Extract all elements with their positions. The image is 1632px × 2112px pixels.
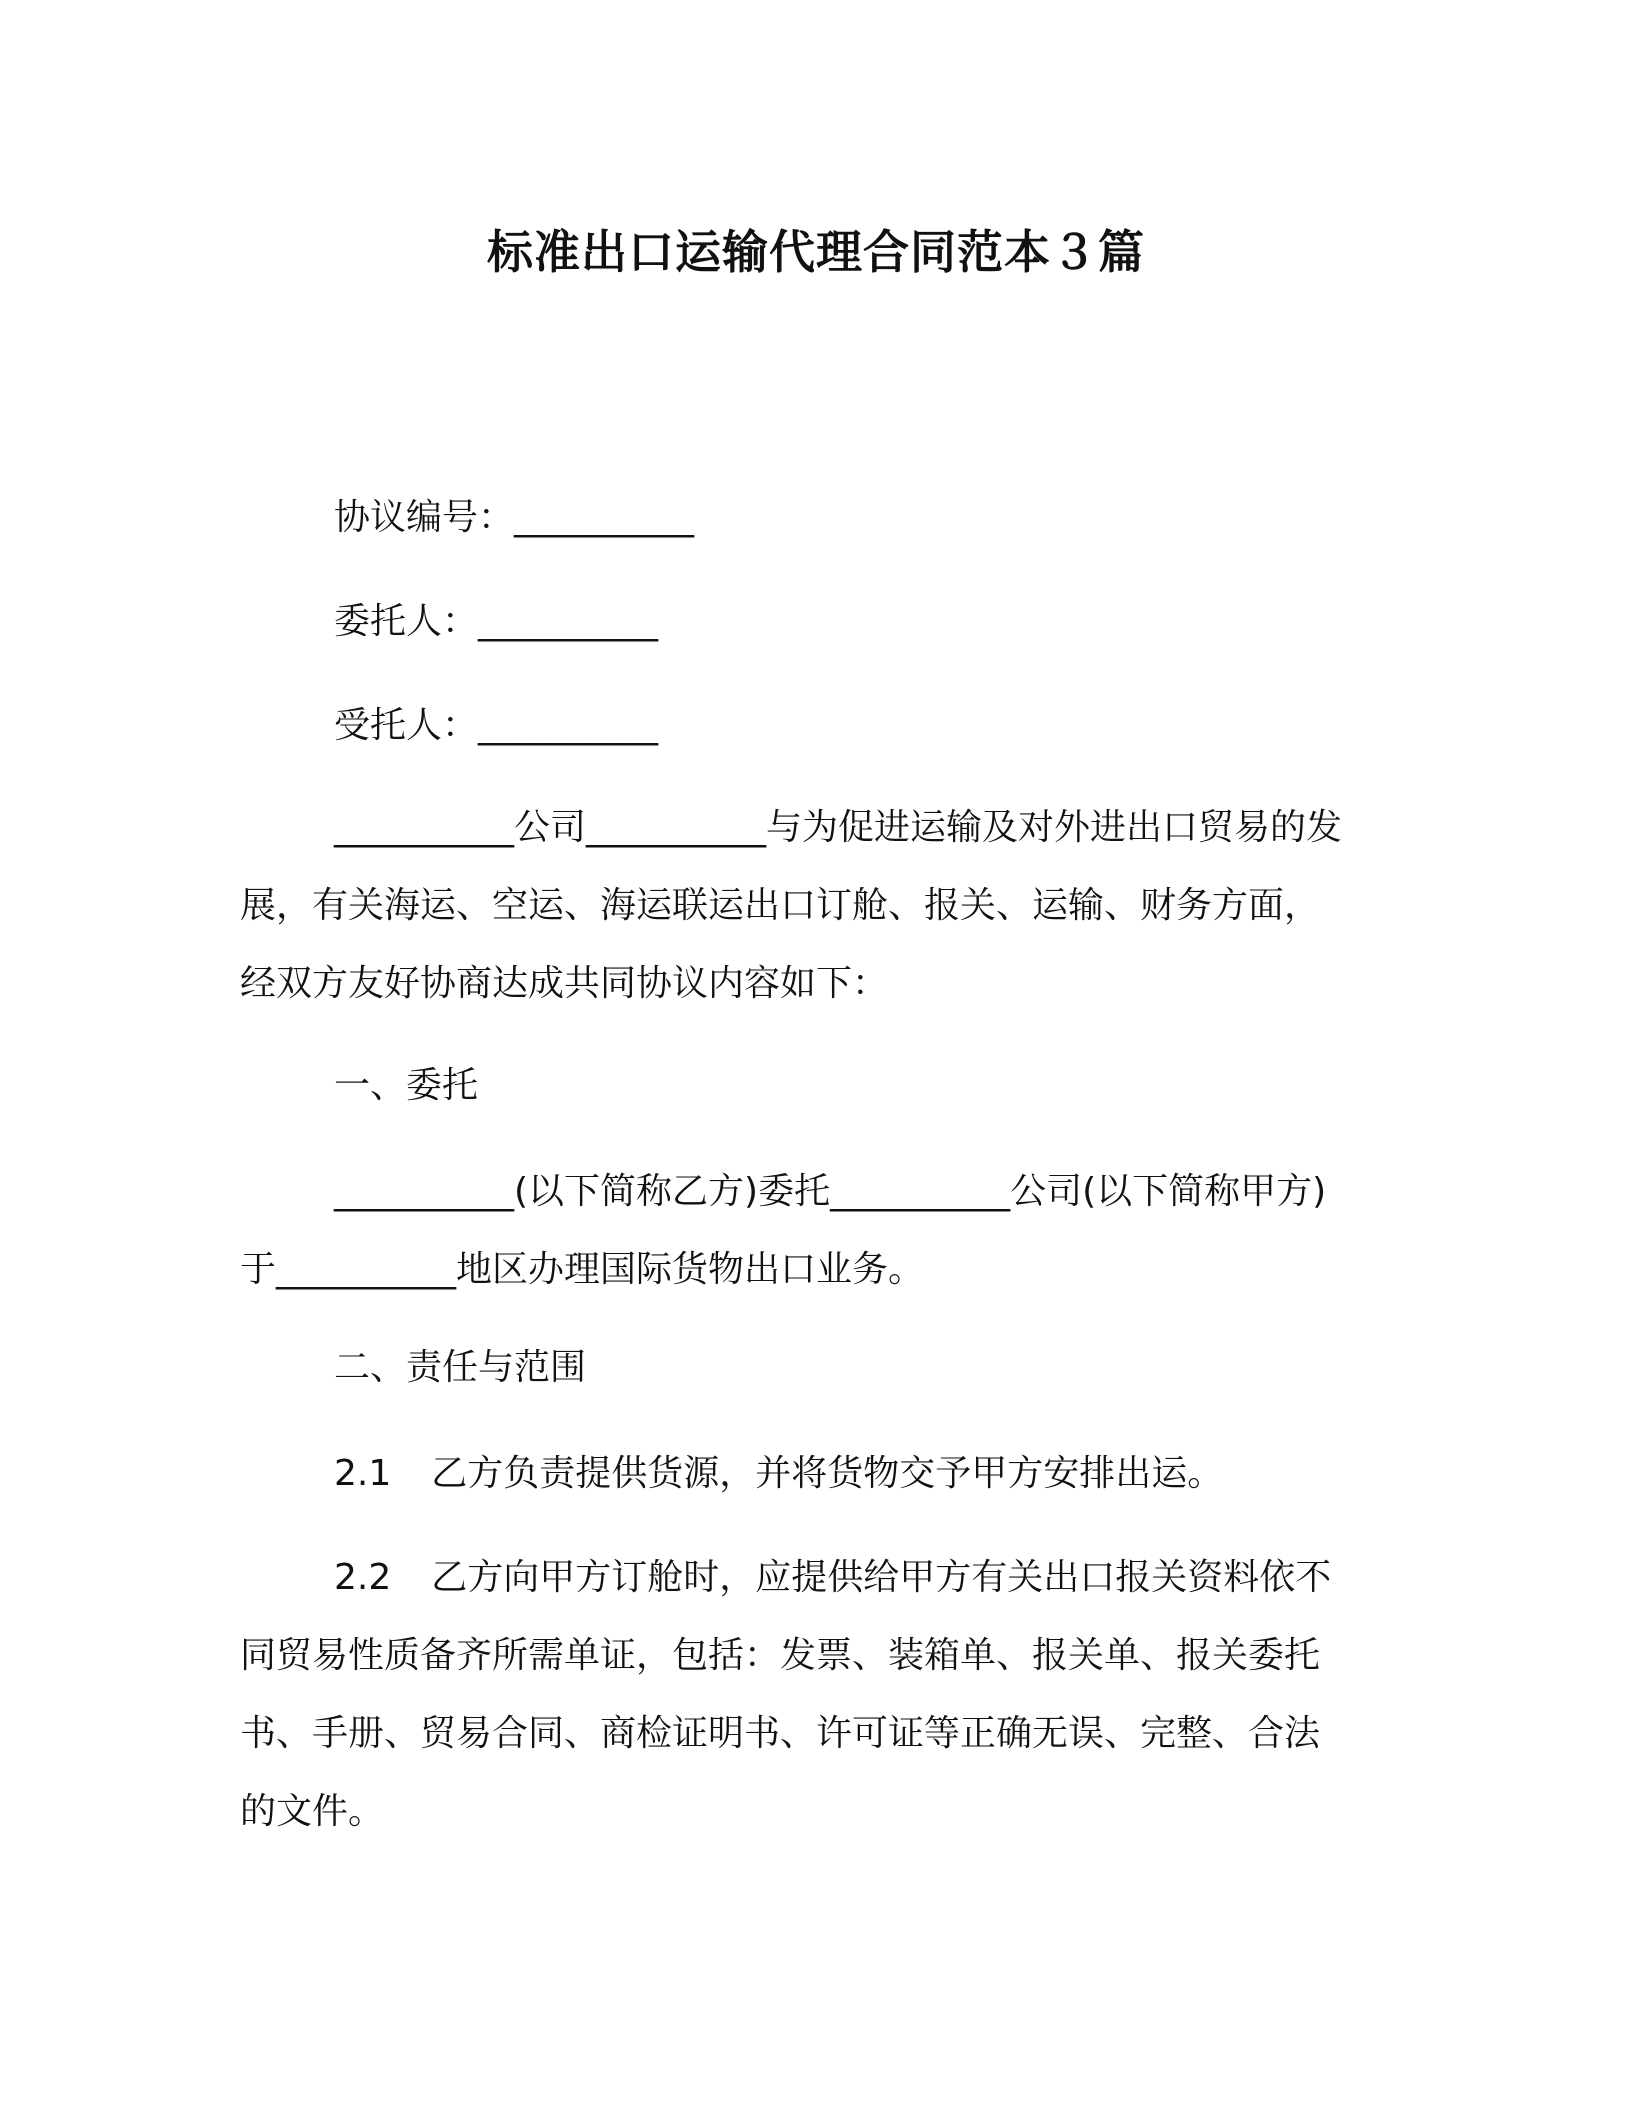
clause-2-2-text-1: 乙方向甲方订舱时，应提供给甲方有关出口报关资料依不 <box>431 1557 1332 1598</box>
section-1-heading: 一、委托 <box>334 1065 479 1106</box>
clause-2-1-number: 2.1 <box>334 1453 392 1494</box>
clause-2-1 <box>334 1448 1223 1500</box>
principal-field: 委托人：__________ <box>334 601 659 642</box>
section-2-heading: 二、责任与范围 <box>334 1347 587 1388</box>
agreement-number-field: 协议编号：__________ <box>334 497 695 538</box>
section-1-line-1: __________(以下简称乙方)委托__________公司(以下简称甲方) <box>334 1171 1327 1212</box>
document-title: 标准出口运输代理合同范本３篇 <box>487 225 1145 279</box>
preamble-line-2: 展，有关海运、空运、海运联运出口订舱、报关、运输、财务方面， <box>240 885 1321 926</box>
clause-2-2-line-4: 的文件。 <box>240 1791 385 1832</box>
clause-2-2-line-3: 书、手册、贸易合同、商检证明书、许可证等正确无误、完整、合法 <box>240 1713 1321 1754</box>
clause-2-2-line-2: 同贸易性质备齐所需单证，包括：发票、装箱单、报关单、报关委托 <box>240 1635 1321 1676</box>
preamble-line-3: 经双方友好协商达成共同协议内容如下： <box>240 963 889 1004</box>
clause-2-1-text: 乙方负责提供货源，并将货物交予甲方安排出运。 <box>431 1453 1224 1494</box>
agent-field: 受托人：__________ <box>334 705 659 746</box>
clause-2-2-number: 2.2 <box>334 1557 392 1598</box>
section-1-line-2: 于__________地区办理国际货物出口业务。 <box>240 1249 925 1290</box>
preamble-line-1: __________公司__________与为促进运输及对外进出口贸易的发 <box>334 807 1343 848</box>
clause-2-2-line-1 <box>334 1552 1331 1604</box>
